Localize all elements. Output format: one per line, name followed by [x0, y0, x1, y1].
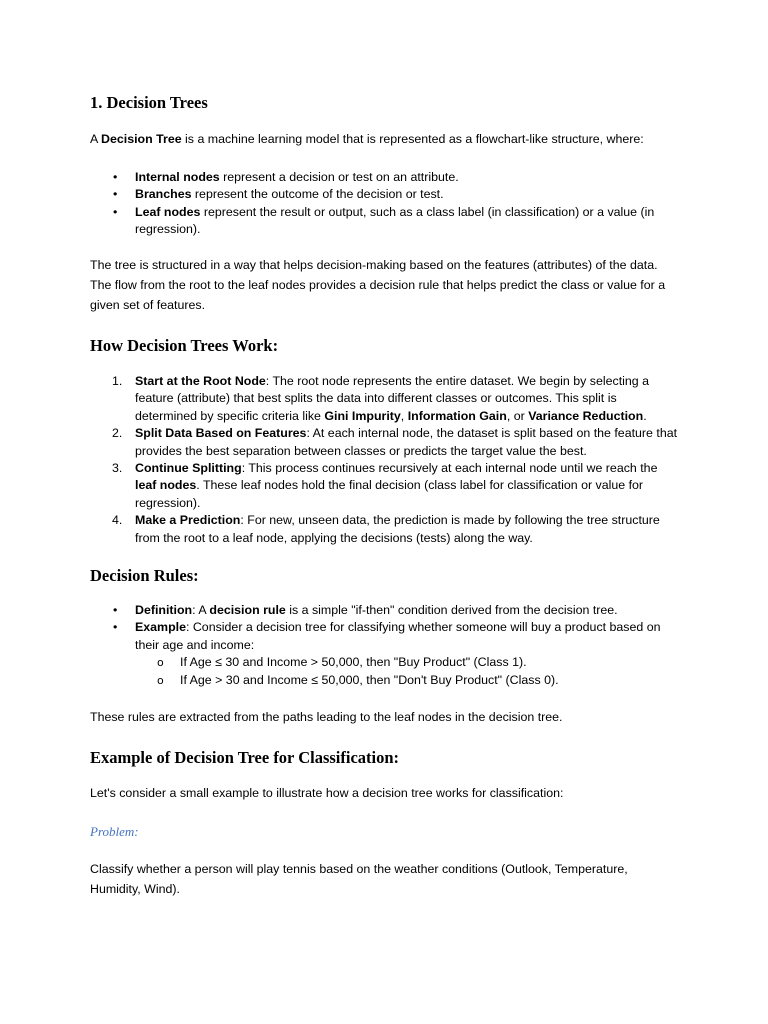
bullet-icon: • — [113, 187, 118, 202]
section-title-decision-rules: Decision Rules: — [90, 566, 199, 585]
list-item: 3. Continue Splitting: This process continues recursively at each internal node until we reach the leaf nodes. These leaf nodes hold the final decision (class label for classification or value for regression). — [112, 461, 658, 510]
bullet-icon: • — [113, 204, 118, 219]
section-title-how-it-works: How Decision Trees Work: — [90, 336, 279, 355]
list-item: 4. Make a Prediction: For new, unseen data, the prediction is made by following the tree structure from the root to a leaf node, applying the decisions (tests) along the way. — [112, 513, 660, 545]
circle-bullet-icon: o — [157, 673, 164, 687]
list-item: • Internal nodes represent a decision or test on an attribute. — [90, 169, 680, 186]
list-item: 2. Split Data Based on Features: At each internal node, the dataset is split based on the feature that provides the best separation between classes or predicts the target value the best. — [112, 426, 678, 458]
list-item: o If Age > 30 and Income ≤ 50,000, then "Don't Buy Product" (Class 0). — [135, 672, 680, 689]
list-item: • Leaf nodes represent the result or output, such as a class label (in classification) or a value (in regression). — [113, 204, 655, 237]
circle-bullet-icon: o — [157, 656, 164, 670]
step-number: 3. — [112, 461, 123, 476]
example-intro-paragraph: Let's consider a small example to illustrate how a decision tree works for classification: — [90, 786, 564, 800]
step-number: 2. — [112, 426, 123, 441]
tree-structure-paragraph: The tree is structured in a way that helps decision-making based on the features (attributes) of the data. The flow from the root to the leaf nodes provides a decision rule that helps predict the class or value for a given set of features. — [90, 258, 666, 313]
node-types-list — [90, 169, 680, 239]
steps-list — [90, 373, 680, 547]
rules-list — [90, 602, 680, 689]
bullet-icon: • — [113, 603, 118, 617]
list-item: • Definition: A decision rule is a simple "if-then" condition derived from the decision tree. — [90, 602, 680, 619]
section-title-decision-trees: 1. Decision Trees — [90, 93, 208, 112]
intro-paragraph: A Decision Tree is a machine learning model that is represented as a flowchart-like structure, where: — [90, 132, 644, 146]
list-item: 1. Start at the Root Node: The root node represents the entire dataset. We begin by selecting a feature (attribute) that best splits the data into different classes or outcomes. This split is determined by specific criteria like Gini Impurity, Information Gain, or Variance Reduction. — [112, 374, 649, 423]
bullet-icon: • — [113, 620, 118, 635]
problem-heading: Problem: — [90, 824, 139, 839]
problem-paragraph: Classify whether a person will play tennis based on the weather conditions (Outlook, Temperature, Humidity, Wind). — [90, 862, 628, 897]
step-number: 4. — [112, 513, 123, 528]
list-item: • Branches represent the outcome of the decision or test. — [90, 186, 680, 203]
rules-paragraph: These rules are extracted from the paths leading to the leaf nodes in the decision tree. — [90, 710, 563, 724]
example-rules-sublist — [135, 654, 680, 689]
step-number: 1. — [112, 374, 123, 388]
list-item: o If Age ≤ 30 and Income > 50,000, then "Buy Product" (Class 1). — [135, 654, 680, 671]
list-item: • Example: Consider a decision tree for classifying whether someone will buy a product based on their age and income: o If Age ≤ 30 and Income > 50,000, then "Buy Product" (Class 1). o If Age > 30 and Income ≤ 50,000, then "Don't Buy Product" (Class 0). — [90, 619, 680, 689]
bullet-icon: • — [113, 170, 118, 184]
section-title-example: Example of Decision Tree for Classification: — [90, 748, 400, 767]
